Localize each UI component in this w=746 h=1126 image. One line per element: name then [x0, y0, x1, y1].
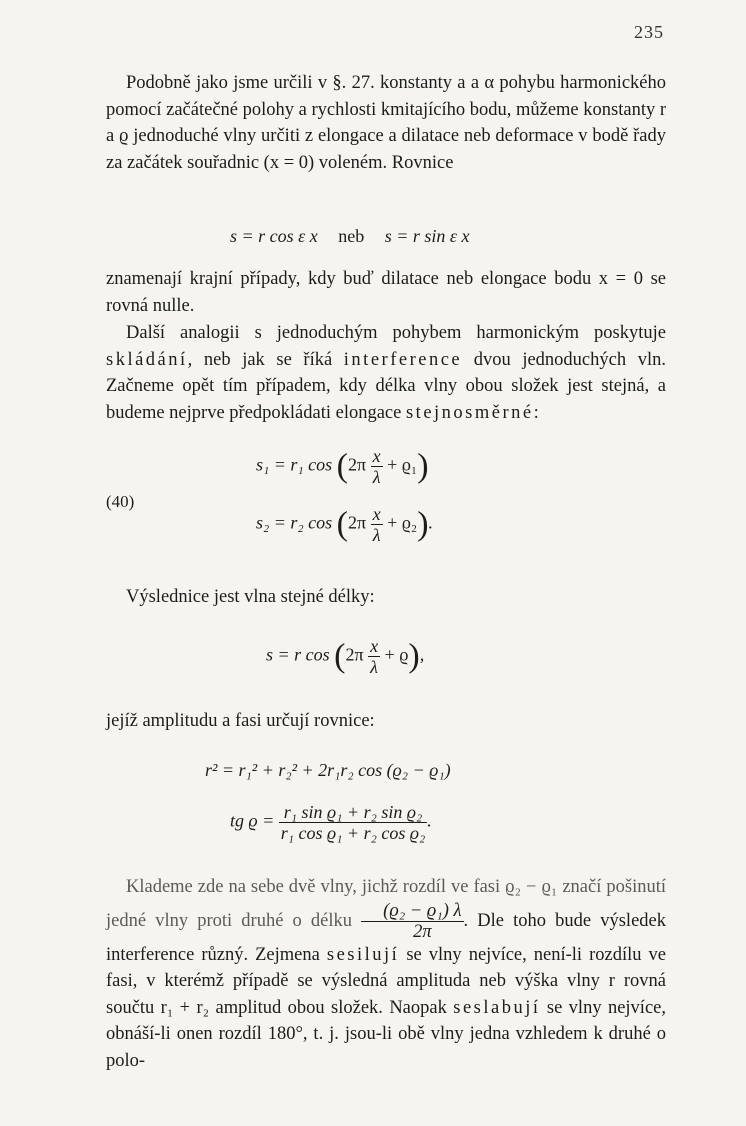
term-seslabuji: seslabují — [453, 997, 541, 1018]
paragraph-superposition: Klademe zde na sebe dvě vlny, jichž rozdíl ve fasi ϱ₂ − ϱ₁ značí pošinutí jedné vlny proti druhé o délku $\frac{\text{(ϱ₂ − ϱ₁) λ}}{2\pi}$ . Dle toho bude výsledek interference různý. Zejmena sesilují se vlny nejvíce, není-li rozdílu ve fasi, v kterémž případě se výsledná amplituda neb výška vlny r rovná součtu r₁ + r₂ amplitud obou složek. Naopak seslabují se vlny nejvíce, obnáší-li onen rozdíl 180°, t. j. jsou-li obě vlny jedna vzhledem k druhé o polo- — [106, 877, 667, 1071]
equation-cos: s = r cos ε x — [230, 226, 318, 246]
equation-s1: s₁ = r₁ cos (2π $\frac{x}{\lambda}$ + ϱ₁) — [256, 446, 429, 487]
term-interference: interference — [343, 349, 463, 370]
equation-s2: s₂ = r₂ cos (2π $\frac{x}{\lambda}$ + ϱ₂). — [256, 504, 434, 545]
equation-extreme-cases — [230, 226, 469, 247]
equation-resultant: s = r cos (2π $\frac{x}{\lambda}$ + ϱ), — [266, 636, 425, 677]
equation-sin: s = r sin ε x — [384, 226, 470, 246]
term-sesiluji: sesilují — [326, 944, 400, 965]
equation-amplitude: r² = r₁² + r₂² + 2r₁r₂ cos (ϱ₂ − ϱ₁) — [205, 760, 451, 780]
paragraph-interference: Další analogii s jednoduchým pohybem harmonickým poskytuje skládání, neb jak se říká interference dvou jednoduchých vln. Začneme opět tím případem, kdy délka vlny obou složek jest stejná, a budeme nejprve předpokládati elongace stejnosměrné: — [106, 323, 666, 423]
page-number: 235 — [634, 22, 664, 42]
paragraph-resultant: Výslednice jest vlna stejné délky: — [126, 587, 375, 607]
equation-connector: neb — [338, 226, 365, 246]
equation-number-40: (40) — [106, 492, 135, 511]
paragraph-intro: Podobně jako jsme určili v §. 27. konstanty a a α pohybu harmonického pomocí začátečné polohy a rychlosti kmitajícího bodu, můžeme konstanty r a ϱ jednoduché vlny určiti z elongace a dilatace neb deformace v bodě řady za začátek souřadnic (x = 0) voleném. Rovnice — [106, 73, 666, 173]
term-stejnosmerne: stejnosměrné — [405, 402, 534, 423]
paragraph-extreme-cases: znamenají krajní případy, kdy buď dilatace neb elongace bodu x = 0 se rovná nulle. — [106, 269, 666, 316]
equation-phase: tg ϱ = $\frac{\text{r₁ sin ϱ₁ + r₂ sin ϱ₂}}{\text{r₁ cos ϱ₁ + r₂ cos ϱ₂}}$ . — [230, 802, 432, 843]
paragraph-amplitude-phase: jejíž amplitudu a fasi určují rovnice: — [106, 711, 375, 731]
term-skladani: skládání — [106, 349, 188, 370]
